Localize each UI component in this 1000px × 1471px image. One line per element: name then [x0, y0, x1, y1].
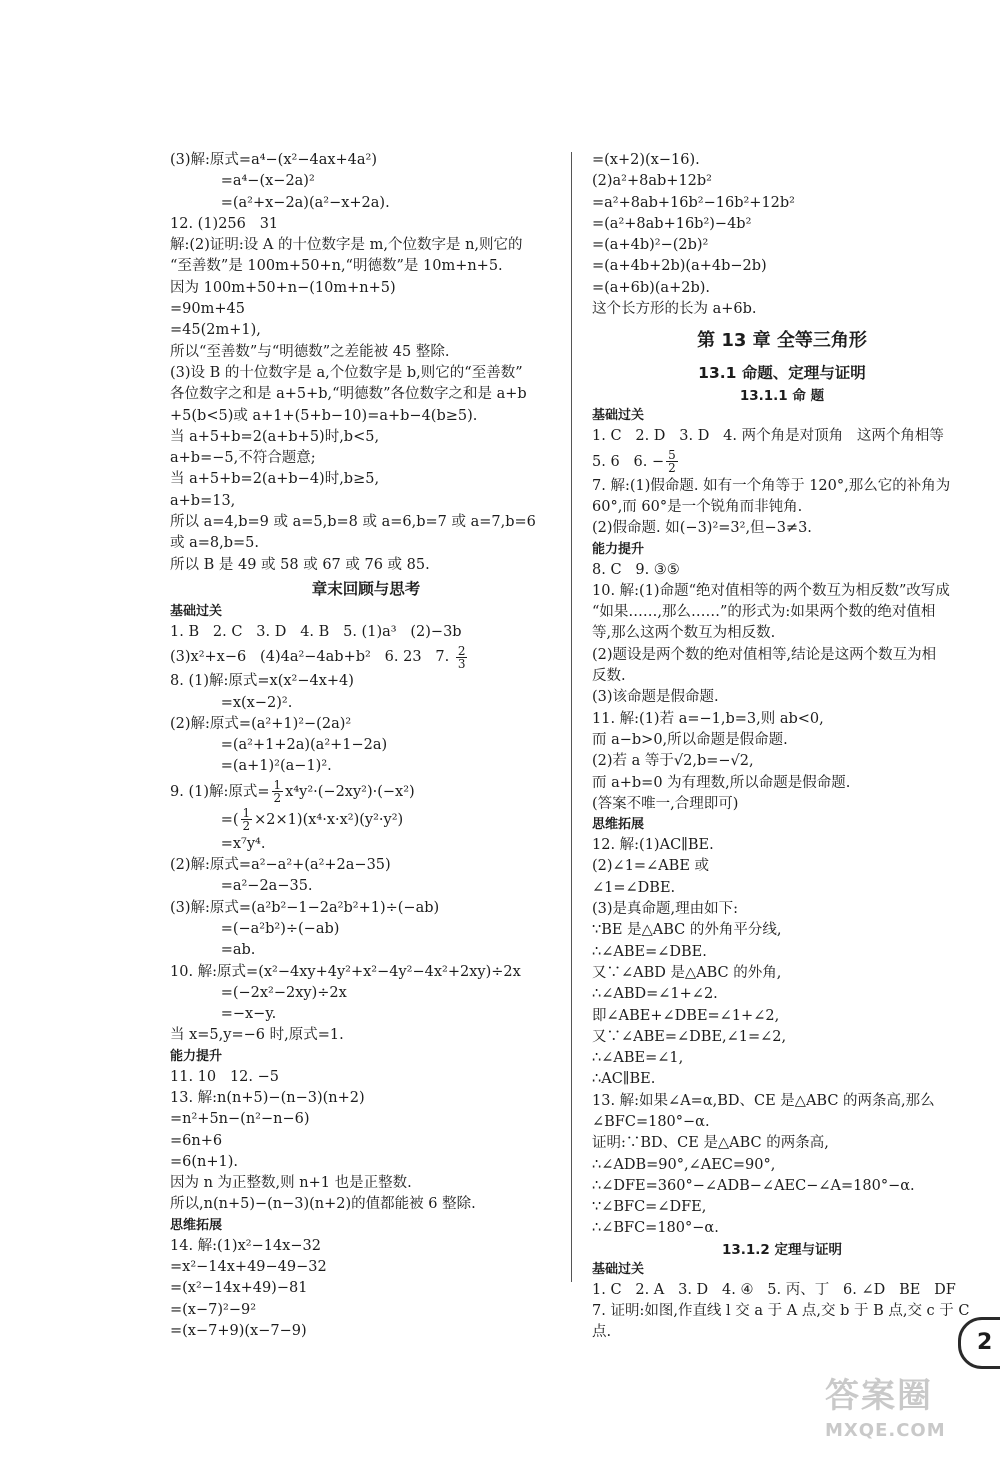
answer-line: 12. (1)256 31: [170, 215, 279, 232]
answer-line: [170, 806, 562, 834]
answer-line: 8. C 9. ③⑤: [592, 561, 680, 578]
answer-line: 又∵∠ABE=∠DBE,∠1=∠2,: [592, 1028, 787, 1045]
fraction: [272, 779, 284, 804]
answer-line: 7. 解:(1)假命题. 如有一个角等于 120°,那么它的补角为: [592, 477, 951, 494]
answer-line: =(a²+x−2a)(a²−x+2a).: [170, 194, 390, 211]
fraction-denominator: 2: [242, 819, 251, 834]
subsection-title: 13.1.2 定理与证明: [721, 1241, 843, 1258]
subsection-title: 13.1.1 命 题: [739, 388, 825, 405]
answer-line: 等,那么这两个数互为相反数.: [592, 625, 776, 642]
answer-line: 13. 解:如果∠A=α,BD、CE 是△ABC 的两条高,那么: [592, 1092, 935, 1109]
text-after-fraction: x⁴y²·(−2xy²)·(−x²): [285, 783, 415, 800]
answer-line: ∴∠DFE=360°−∠ADB−∠AEC−∠A=180°−α.: [592, 1177, 915, 1194]
answer-line: (3)设 B 的十位数字是 a,个位数字是 b,则它的“至善数”: [170, 364, 523, 381]
answer-line: 因为 100m+50+n−(10m+n+5): [170, 279, 396, 296]
answer-line: 或 a=8,b=5.: [170, 535, 260, 552]
answer-line: =ab.: [170, 942, 256, 959]
answer-line: =a²−2a−35.: [170, 878, 313, 895]
text-before-fraction: 5. 6 6. −: [592, 453, 665, 470]
answer-line: =(x−7+9)(x−7−9): [170, 1322, 307, 1339]
answer-line: 所以 a=4,b=9 或 a=5,b=8 或 a=6,b=7 或 a=7,b=6: [170, 514, 536, 531]
answer-line: =(x−7)²−9²: [170, 1301, 257, 1318]
answer-line: 这个长方形的长为 a+6b.: [592, 301, 757, 318]
answer-line: 又∵∠ABD 是△ABC 的外角,: [592, 964, 782, 981]
answer-line: =n²+5n−(n²−n−6): [170, 1111, 310, 1128]
fraction-denominator: 3: [457, 656, 466, 671]
section-heading: 基础过关: [170, 603, 223, 619]
answer-line: (3)解:原式=(a²b²−1−2a²b²+1)÷(−ab): [170, 899, 440, 916]
fraction-numerator: 1: [273, 778, 282, 793]
answer-line: =(x²−14x+49)−81: [170, 1280, 308, 1297]
answer-line: (3)是真命题,理由如下:: [592, 901, 739, 918]
answer-line: =a⁴−(x−2a)²: [170, 173, 315, 190]
column-divider: [571, 152, 572, 1282]
answer-line: =−x−y.: [170, 1006, 277, 1023]
answer-line: 1. B 2. C 3. D 4. B 5. (1)a³ (2)−3b: [170, 623, 462, 640]
section-heading: 基础过关: [592, 1261, 645, 1277]
answer-line: (2)a²+8ab+12b²: [592, 173, 712, 190]
answer-line: =6n+6: [170, 1132, 223, 1149]
text-after-fraction: ×2×1)(x⁴·x·x²)(y²·y²): [254, 811, 404, 828]
answer-line: 60°,而 60°是一个锐角而非钝角.: [592, 498, 803, 515]
answer-line: ∴∠ABE=∠1,: [592, 1050, 684, 1067]
fraction: [666, 449, 678, 474]
answer-line: 当 a+5+b=2(a+b+5)时,b<5,: [170, 428, 380, 445]
answer-line: 11. 10 12. −5: [170, 1068, 279, 1085]
answer-line: 因为 n 为正整数,则 n+1 也是正整数.: [170, 1175, 412, 1192]
answer-line: 7. 证明:如图,作直线 l 交 a 于 A 点,交 b 于 B 点,交 c 于 C: [592, 1303, 970, 1320]
section-title: 章末回顾与思考: [311, 579, 421, 598]
answer-line: 1. C 2. A 3. D 4. ④ 5. 丙、丁 6. ∠D BE DF: [592, 1281, 956, 1298]
answer-line: =(a²+1+2a)(a²+1−2a): [170, 737, 388, 754]
watermark-logo: [825, 1372, 985, 1452]
answer-line: “如果……,那么……”的形式为:如果两个数的绝对值相: [592, 604, 936, 621]
answer-line: (3)解:原式=a⁴−(x²−4ax+4a²): [170, 152, 378, 168]
fraction-numerator: 1: [242, 806, 251, 821]
answer-line: 所以“至善数”与“明德数”之差能被 45 整除.: [170, 343, 450, 360]
answer-line: 10. 解:(1)命题“绝对值相等的两个数互为相反数”改写成: [592, 582, 950, 599]
answer-line: =a²+8ab+16b²−16b²+12b²: [592, 194, 795, 211]
answer-line: 即∠ABE+∠DBE=∠1+∠2,: [592, 1007, 780, 1024]
watermark-text: 答案圈: [825, 1376, 933, 1416]
answer-line: ∠1=∠DBE.: [592, 879, 676, 896]
answer-line: 点.: [592, 1324, 612, 1341]
answer-line: (2)解:原式=(a²+1)²−(2a)²: [170, 715, 352, 732]
answer-line: 反数.: [592, 668, 626, 685]
section-heading: 能力提升: [170, 1048, 223, 1064]
text-before-fraction: =(: [170, 811, 239, 828]
answer-line: 证明:∵BD、CE 是△ABC 的两条高,: [592, 1135, 829, 1152]
answer-line: 而 a−b>0,所以命题是假命题.: [592, 731, 788, 748]
answer-line: a+b=−5,不符合题意;: [170, 450, 316, 467]
answer-line: “至善数”是 100m+50+n,“明德数”是 10m+n+5.: [170, 258, 503, 275]
answer-line: 13. 解:n(n+5)−(n−3)(n+2): [170, 1089, 365, 1106]
answer-line: (2)题设是两个数的绝对值相等,结论是这两个数互为相: [592, 646, 937, 663]
answer-line: =(a+4b+2b)(a+4b−2b): [592, 258, 767, 275]
answer-line: 8. (1)解:原式=x(x²−4x+4): [170, 673, 354, 690]
right-column: [592, 150, 972, 1344]
answer-line: =(a+4b)²−(2b)²: [592, 237, 709, 254]
answer-line: 所以 B 是 49 或 58 或 67 或 76 或 85.: [170, 556, 430, 573]
text-before-fraction: 9. (1)解:原式=: [170, 783, 270, 800]
answer-line: =(−2x²−2xy)÷2x: [170, 984, 347, 1001]
answer-line: ∵BE 是△ABC 的外角平分线,: [592, 922, 782, 939]
answer-line: =(a+1)²(a−1)².: [170, 758, 332, 775]
answer-line: =x²−14x+49−49−32: [170, 1259, 327, 1276]
fraction-denominator: 2: [668, 461, 676, 476]
fraction-numerator: 2: [457, 643, 466, 658]
answer-line: =x(x−2)².: [170, 694, 293, 711]
answer-line: =6(n+1).: [170, 1153, 239, 1170]
answer-line: [170, 643, 562, 671]
answer-line: 而 a+b=0 为有理数,所以命题是假命题.: [592, 774, 851, 791]
left-column: [170, 150, 562, 1342]
answer-line: ∠BFC=180°−α.: [592, 1113, 710, 1130]
answer-line: (2)若 a 等于√2,b=−√2,: [592, 753, 754, 770]
answer-line: 11. 解:(1)若 a=−1,b=3,则 ab<0,: [592, 710, 824, 727]
section-heading: 思维拓展: [170, 1217, 223, 1233]
answer-line: =(a²+8ab+16b²)−4b²: [592, 215, 752, 232]
answer-line: =(a+6b)(a+2b).: [592, 279, 710, 296]
section-heading: 思维拓展: [592, 817, 645, 833]
answer-line: 12. 解:(1)AC∥BE.: [592, 837, 714, 854]
fraction-denominator: 2: [273, 791, 282, 806]
answer-line: ∴AC∥BE.: [592, 1071, 656, 1088]
answer-line: (3)该命题是假命题.: [592, 689, 719, 706]
answer-line: 解:(2)证明:设 A 的十位数字是 m,个位数字是 n,则它的: [170, 237, 523, 254]
answer-line: [592, 448, 972, 476]
fraction: [241, 807, 253, 832]
page-number-tab: [958, 1317, 1000, 1369]
answer-line: (2)假命题. 如(−3)²=3²,但−3≠3.: [592, 520, 812, 537]
answer-line: (2)∠1=∠ABE 或: [592, 858, 710, 875]
answer-line: ∴∠BFC=180°−α.: [592, 1220, 719, 1237]
answer-line: (2)解:原式=a²−a²+(a²+2a−35): [170, 857, 391, 874]
answer-line: 各位数字之和是 a+5+b,“明德数”各位数字之和是 a+b: [170, 386, 527, 403]
section-heading: 能力提升: [592, 541, 645, 557]
answer-line: [170, 778, 562, 806]
answer-line: +5(b<5)或 a+1+(5+b−10)=a+b−4(b≥5).: [170, 407, 478, 424]
section-heading: 基础过关: [592, 408, 645, 424]
answer-line: ∵∠BFC=∠DFE,: [592, 1199, 707, 1216]
answer-line: (答案不唯一,合理即可): [592, 795, 739, 812]
answer-line: =(x+2)(x−16).: [592, 152, 700, 168]
answer-line: a+b=13,: [170, 492, 236, 509]
answer-line: =45(2m+1),: [170, 322, 261, 339]
fraction-numerator: 5: [668, 448, 676, 463]
answer-line: ∴∠ABD=∠1+∠2.: [592, 986, 718, 1003]
answer-line: ∴∠ABE=∠DBE.: [592, 943, 707, 960]
answer-line: 当 a+5+b=2(a+b−4)时,b≥5,: [170, 471, 380, 488]
text-before-fraction: (3)x²+x−6 (4)4a²−4ab+b² 6. 23 7.: [170, 649, 454, 666]
watermark-url: MXQE.COM: [825, 1420, 946, 1441]
answer-line: =(−a²b²)÷(−ab): [170, 920, 340, 937]
section-title: 13.1 命题、定理与证明: [698, 364, 866, 383]
answer-line: =90m+45: [170, 301, 245, 318]
answer-line: 当 x=5,y=−6 时,原式=1.: [170, 1027, 344, 1044]
chapter-title: 第 13 章 全等三角形: [697, 330, 867, 352]
fraction: [456, 645, 468, 670]
answer-line: 14. 解:(1)x²−14x−32: [170, 1237, 321, 1254]
answer-line: 1. C 2. D 3. D 4. 两个角是对顶角 这两个角相等: [592, 428, 944, 445]
answer-line: 10. 解:原式=(x²−4xy+4y²+x²−4y²−4x²+2xy)÷2x: [170, 963, 521, 980]
page-number: 2: [977, 1330, 993, 1355]
answer-line: =x⁷y⁴.: [170, 835, 266, 852]
answer-line: ∴∠ADB=90°,∠AEC=90°,: [592, 1156, 776, 1173]
answer-line: 所以,n(n+5)−(n−3)(n+2)的值都能被 6 整除.: [170, 1196, 476, 1213]
